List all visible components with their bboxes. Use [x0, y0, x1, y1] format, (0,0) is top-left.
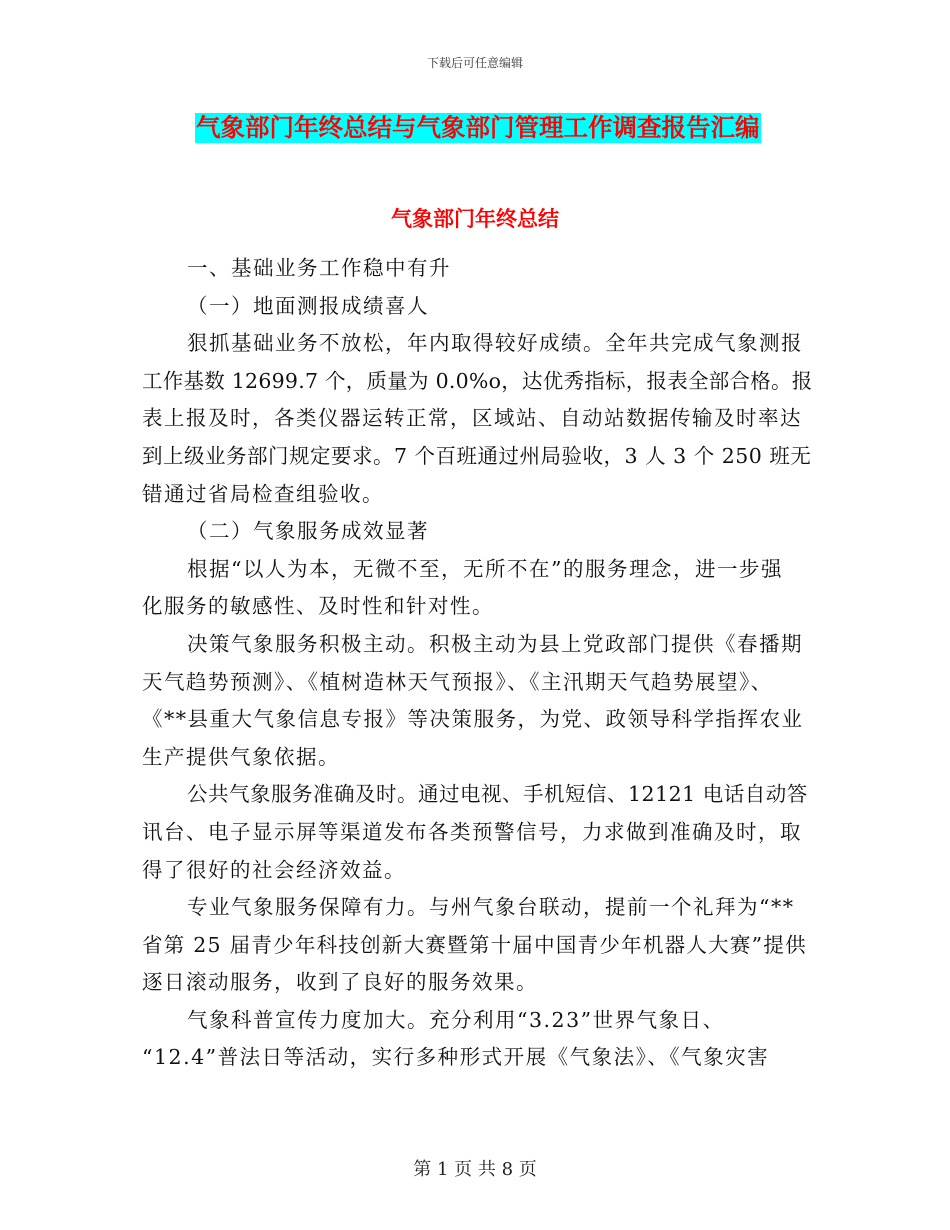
paragraph-line: 公共气象服务准确及时。通过电视、手机短信、12121 电话自动答	[187, 782, 808, 807]
paragraph-line: 决策气象服务积极主动。积极主动为县上党政部门提供《春播期	[187, 631, 803, 656]
paragraph-line: 工作基数 12699.7 个，质量为 0.0%o，达优秀指标，报表全部合格。报	[142, 368, 813, 393]
paragraph-line: 得了很好的社会经济效益。	[142, 857, 406, 882]
paragraph-line: 表上报及时，各类仪器运转正常，区域站、自动站数据传输及时率达	[142, 406, 802, 431]
paragraph-line: 狠抓基础业务不放松，年内取得较好成绩。全年共完成气象测报	[187, 331, 803, 356]
paragraph-line: 根据“以人为本，无微不至，无所不在”的服务理念，进一步强	[187, 556, 783, 581]
paragraph-line: 专业气象服务保障有力。与州气象台联动，提前一个礼拜为“**	[187, 895, 795, 920]
paragraph-line: 《**县重大气象信息专报》等决策服务，为党、政领导科学指挥农业	[142, 707, 804, 732]
paragraph-line: “12.4”普法日等活动，实行多种形式开展《气象法》、《气象灾害	[142, 1045, 770, 1070]
paragraph-line: 到上级业务部门规定要求。7 个百班通过州局验收，3 人 3 个 250 班无	[142, 443, 812, 468]
paragraph-line: 逐日滚动服务，收到了良好的服务效果。	[142, 970, 538, 995]
paragraph-line: 天气趋势预测》、《植树造林天气预报》、《主汛期天气趋势展望》、	[142, 669, 773, 694]
paragraph-line: 省第 25 届青少年科技创新大赛暨第十届中国青少年机器人大赛”提供	[142, 932, 807, 957]
paragraph-line: 气象科普宣传力度加大。充分利用“3.23”世界气象日、	[187, 1007, 725, 1032]
heading-level-2: （二）气象服务成效显著	[187, 519, 429, 544]
document-title: 气象部门年终总结与气象部门管理工作调查报告汇编	[196, 113, 760, 142]
body-text	[142, 250, 814, 1077]
heading-level-2: （一）地面测报成绩喜人	[187, 293, 429, 318]
paragraph-line: 生产提供气象依据。	[142, 744, 340, 769]
page-footer: 第 1 页 共 8 页	[413, 1159, 537, 1180]
section-title: 气象部门年终总结	[391, 207, 559, 231]
paragraph-line: 讯台、电子显示屏等渠道发布各类预警信号，力求做到准确及时，取	[142, 819, 802, 844]
header-note: 下载后可任意编辑	[426, 56, 523, 70]
paragraph-line: 化服务的敏感性、及时性和针对性。	[142, 594, 494, 619]
heading-level-1: 一、基础业务工作稳中有升	[187, 256, 451, 280]
paragraph-line: 错通过省局检查组验收。	[142, 481, 384, 506]
